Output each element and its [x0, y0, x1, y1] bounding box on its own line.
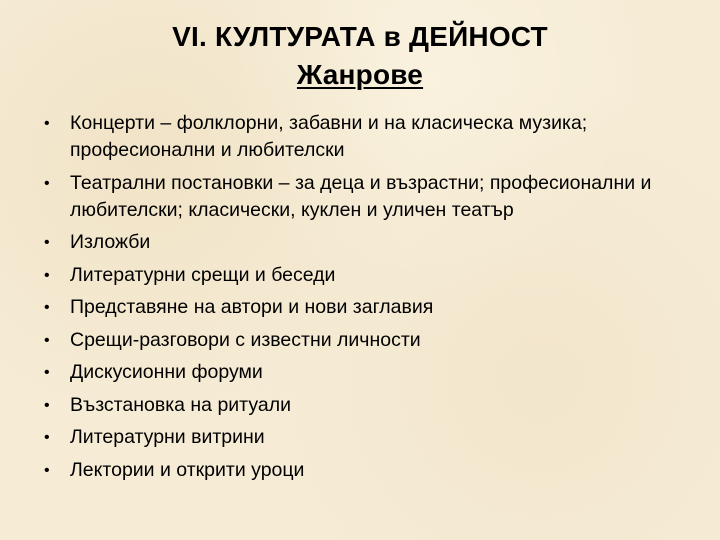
bullet-text: Представяне на автори и нови заглавия [70, 296, 434, 318]
slide-title: VI. КУЛТУРАТА в ДЕЙНОСТ [172, 21, 548, 52]
bullet-item [44, 294, 694, 321]
bullet-text: Изложби [70, 231, 151, 253]
bullet-dot-icon: • [44, 115, 50, 132]
bullet-dot-icon: • [44, 364, 50, 381]
bullet-dot-icon: • [44, 429, 50, 446]
bullet-item [44, 392, 694, 419]
bullet-item [44, 359, 694, 386]
bullet-item [44, 327, 694, 354]
bullet-dot-icon: • [44, 331, 50, 349]
bullet-item [44, 262, 694, 289]
title-block [0, 18, 720, 94]
bullet-item [44, 170, 694, 224]
bullet-text: Литературни срещи и беседи [70, 263, 336, 286]
slide-subtitle: Жанрове [296, 59, 424, 90]
bullet-item [44, 424, 694, 451]
bullet-dot-icon: • [44, 396, 50, 414]
bullet-item [44, 110, 694, 164]
bullet-dot-icon: • [44, 266, 50, 284]
bullet-dot-icon: • [44, 174, 50, 192]
bullet-text: Литературни витрини [70, 426, 265, 448]
bullet-item [44, 229, 694, 256]
bullet-text: Възстановка на ритуали [70, 393, 291, 416]
bullet-list [44, 110, 694, 489]
bullet-dot-icon: • [44, 234, 50, 251]
bullet-text: Концерти – фолклорни, забавни и на класическа музика; професионални и любителски [70, 112, 588, 161]
bullet-text: Лектории и открити уроци [70, 458, 305, 481]
bullet-text: Дискусионни форуми [70, 361, 263, 383]
bullet-dot-icon: • [44, 299, 50, 316]
bullet-dot-icon: • [44, 461, 50, 479]
bullet-text: Срещи-разговори с известни личности [70, 328, 421, 351]
bullet-item [44, 457, 694, 484]
bullet-text: Театрални постановки – за деца и възрастни; професионални и любителски; класически, куклен и уличен театър [70, 171, 652, 221]
